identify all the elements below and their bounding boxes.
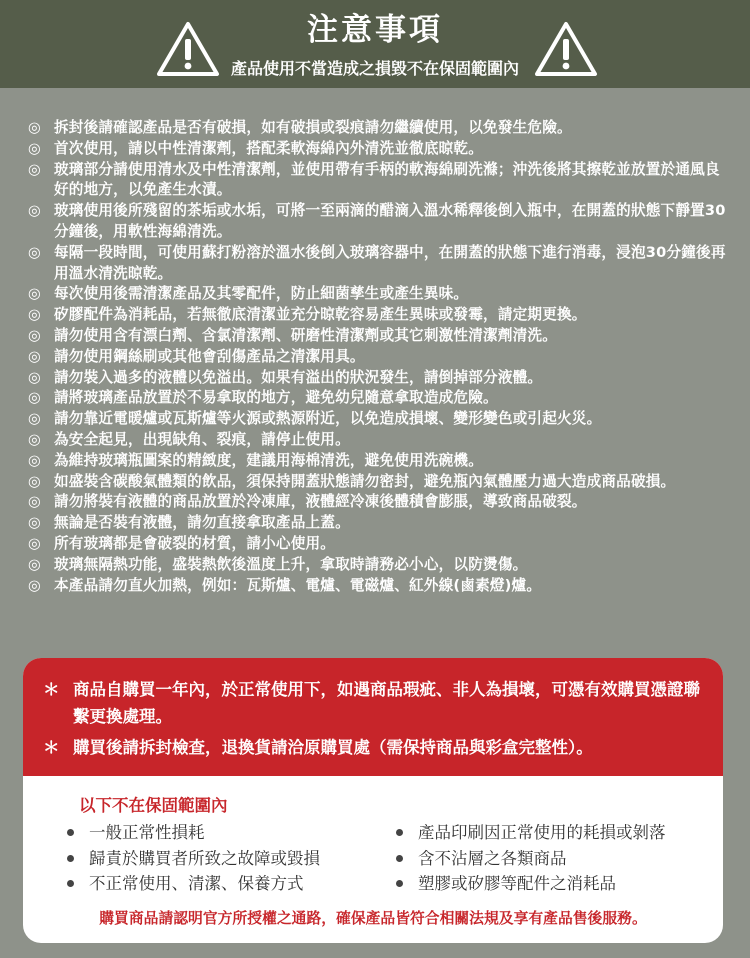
dot-icon bbox=[67, 880, 74, 887]
list-item: ◎ 拆封後請確認產品是否有破損，如有破損或裂痕請勿繼續使用，以免發生危險。 bbox=[28, 118, 728, 139]
dot-icon bbox=[67, 855, 74, 862]
exclusions-list-left bbox=[59, 820, 320, 897]
bullet-icon: ◎ bbox=[28, 514, 41, 532]
list-item: 產品印刷因正常使用的耗損或剝落 bbox=[388, 820, 666, 846]
list-item: ◎ 首次使用，請以中性清潔劑，搭配柔軟海綿內外清洗並徹底晾乾。 bbox=[28, 139, 728, 160]
list-item: ◎ 玻璃無隔熱功能，盛裝熱飲後溫度上升，拿取時請務必小心，以防燙傷。 bbox=[28, 555, 728, 576]
bullet-icon: ◎ bbox=[28, 430, 41, 448]
exclusions-list-right bbox=[388, 820, 666, 897]
list-item: ◎ 如盛裝含碳酸氣體類的飲品，須保持開蓋狀態請勿密封，避免瓶內氣體壓力過大造成商品破損。 bbox=[28, 472, 728, 493]
list-item: ◎ 矽膠配件為消耗品，若無徹底清潔並充分晾乾容易產生異味或發霉，請定期更換。 bbox=[28, 305, 728, 326]
list-item: 歸責於購買者所致之故障或毀損 bbox=[59, 846, 320, 872]
bullet-icon: ◎ bbox=[28, 139, 41, 157]
list-item: ◎ 玻璃使用後所殘留的茶垢或水垢，可將一至兩滴的醋滴入溫水稀釋後倒入瓶中，在開蓋的狀態下靜置30分鐘後，用軟性海綿清洗。 bbox=[28, 202, 726, 240]
bullet-icon: ◎ bbox=[28, 493, 41, 511]
warranty-item: ＊ 商品自購買一年內，於正常使用下，如遇商品瑕疵、非人為損壞，可憑有效購買憑證聯繫更換處理。 bbox=[43, 676, 703, 730]
list-item: 不正常使用、清潔、保養方式 bbox=[59, 871, 320, 897]
list-item: 含不沾層之各類商品 bbox=[388, 846, 666, 872]
list-item: ◎ 請將玻璃產品放置於不易拿取的地方，避免幼兒隨意拿取造成危險。 bbox=[28, 388, 728, 409]
bullet-icon: ◎ bbox=[28, 306, 41, 324]
list-item: ◎ 請勿裝入過多的液體以免溢出。如果有溢出的狀況發生，請倒掉部分液體。 bbox=[28, 368, 728, 389]
dot-icon bbox=[396, 880, 403, 887]
list-item: ◎ 無論是否裝有液體，請勿直接拿取產品上蓋。 bbox=[28, 513, 728, 534]
exclusions-title: 以下不在保固範圍內 bbox=[79, 796, 228, 815]
list-item: ◎ 玻璃部分請使用清水及中性清潔劑，並使用帶有手柄的軟海綿刷洗滌；沖洗後將其擦乾並放置於通風良好的地方，以免產生水漬。 bbox=[28, 160, 720, 199]
bullet-icon: ◎ bbox=[28, 389, 41, 407]
list-item: ◎ 請勿將裝有液體的商品放置於冷凍庫，液體經冷凍後體積會膨脹，導致商品破裂。 bbox=[28, 492, 728, 513]
care-notes-list bbox=[28, 118, 728, 596]
bullet-icon: ◎ bbox=[28, 451, 41, 469]
bullet-icon: ◎ bbox=[28, 576, 41, 594]
page-title: 注意事項 bbox=[307, 12, 443, 48]
header-banner bbox=[0, 0, 750, 88]
warranty-banner bbox=[23, 658, 723, 776]
footer-notice: 購買商品請認明官方所授權之通路，確保產品皆符合相關法規及享有產品售後服務。 bbox=[99, 910, 647, 927]
list-item: ◎ 為安全起見，出現缺角、裂痕，請停止使用。 bbox=[28, 430, 728, 451]
warranty-card bbox=[23, 658, 723, 943]
list-item: ◎ 每次使用後需清潔產品及其零配件，防止細菌孳生或產生異味。 bbox=[28, 284, 728, 305]
bullet-icon: ◎ bbox=[28, 472, 41, 490]
warning-triangle-icon bbox=[533, 20, 599, 78]
list-item: 一般正常性損耗 bbox=[59, 820, 320, 846]
bullet-icon: ◎ bbox=[28, 534, 41, 552]
warranty-item: ＊ 購買後請拆封檢查，退換貨請洽原購買處（需保持商品與彩盒完整性）。 bbox=[43, 734, 703, 761]
dot-icon bbox=[396, 855, 403, 862]
bullet-icon: ◎ bbox=[28, 326, 41, 344]
asterisk-icon: ＊ bbox=[43, 738, 60, 757]
list-item: ◎ 請勿靠近電暖爐或瓦斯爐等火源或熱源附近，以免造成損壞、變形變色或引起火災。 bbox=[28, 409, 728, 430]
list-item: ◎ 請勿使用含有漂白劑、含氯清潔劑、研磨性清潔劑或其它刺激性清潔劑清洗。 bbox=[28, 326, 728, 347]
bullet-icon: ◎ bbox=[28, 285, 41, 303]
bullet-icon: ◎ bbox=[28, 410, 41, 428]
list-item: ◎ 每隔一段時間，可使用蘇打粉溶於溫水後倒入玻璃容器中，在開蓋的狀態下進行消毒，浸泡30分鐘後再用溫水清洗晾乾。 bbox=[28, 243, 726, 282]
list-item: ◎ 所有玻璃都是會破裂的材質，請小心使用。 bbox=[28, 534, 728, 555]
bullet-icon: ◎ bbox=[28, 160, 41, 178]
bullet-icon: ◎ bbox=[28, 347, 41, 365]
bullet-icon: ◎ bbox=[28, 368, 41, 386]
page-subtitle: 產品使用不當造成之損毀不在保固範圍內 bbox=[230, 59, 519, 78]
list-item: ◎ 為維持玻璃瓶圖案的精緻度，建議用海棉清洗，避免使用洗碗機。 bbox=[28, 451, 728, 472]
bullet-icon: ◎ bbox=[28, 119, 41, 136]
list-item: 塑膠或矽膠等配件之消耗品 bbox=[388, 871, 666, 897]
bullet-icon: ◎ bbox=[28, 555, 41, 573]
dot-icon bbox=[396, 829, 403, 836]
dot-icon bbox=[67, 829, 74, 836]
asterisk-icon: ＊ bbox=[43, 680, 60, 699]
bullet-icon: ◎ bbox=[28, 243, 41, 261]
bullet-icon: ◎ bbox=[28, 202, 41, 220]
list-item: ◎ 本產品請勿直火加熱，例如：瓦斯爐、電爐、電磁爐、紅外線(鹵素燈)爐。 bbox=[28, 576, 728, 597]
list-item: ◎ 請勿使用鋼絲刷或其他會刮傷產品之清潔用具。 bbox=[28, 347, 728, 368]
